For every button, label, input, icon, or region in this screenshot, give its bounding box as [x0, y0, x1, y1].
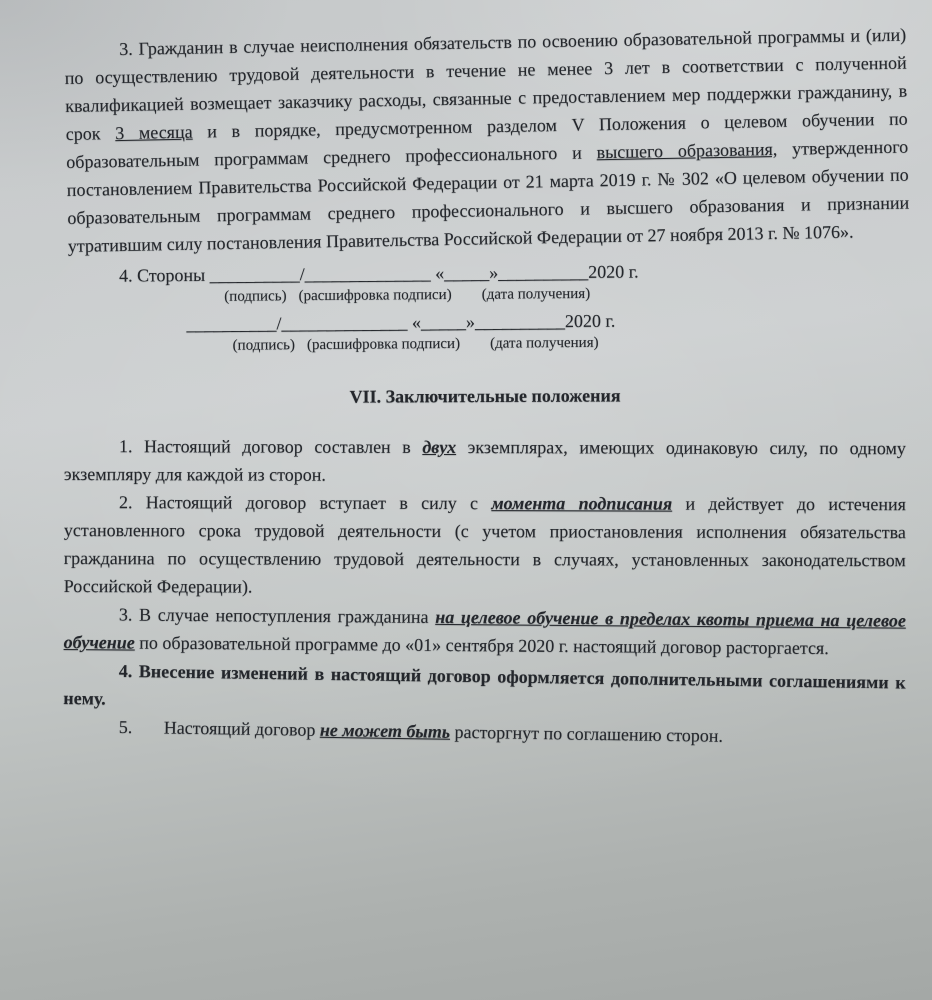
clause-3-compensation [64, 21, 910, 260]
text-run: двух [422, 436, 457, 458]
signature-label: (дата получения) [489, 334, 599, 352]
final-clause-3 [64, 600, 906, 663]
signature-row [64, 305, 906, 356]
section-vii-heading: VII. Заключительные положения [349, 385, 621, 407]
text-run: 1. Настоящий договор составлен в [118, 436, 423, 457]
text-run: момента подписания [491, 493, 673, 514]
document-sections [63, 24, 910, 746]
signature-label: (дата получения) [481, 285, 591, 303]
text-run: высшего образования, [596, 138, 778, 163]
final-clause-2 [64, 488, 906, 602]
signature-row [64, 256, 906, 307]
text-run: на целевое обучение в пределах квоты приема на целевое обучение [63, 606, 906, 653]
signature-label: (расшифровка подписи) [298, 286, 452, 305]
text-run: по образовательной программе до «01» сентября 2020 г. настоящий договор расторгается. [134, 632, 829, 659]
text-run: и действует до истечения установленного срока трудовой деятельности (с учетом приостановления исполнения обязательства гражданина по осуществлению трудовой деятельности в случаях, установленных законодательством Российской Федерации). [63, 493, 906, 597]
text-run: 3. В случае непоступления гражданина [118, 604, 436, 627]
text-run: 3. Гражданин в случае неисполнения обязательств по освоению образовательной программы и (или) по осуществлению трудовой деятельности в течение не менее 3 лет в соответствии с полученной квалификацией возмещает заказчику расходы, связанные с предоставлением мер поддержки гражданину, в срок [64, 24, 908, 144]
signature-label: (подпись) [224, 288, 287, 305]
signature-blank-line: __________/______________ «_____»__________2020 г. [186, 310, 616, 335]
text-run: утвержденного постановлением Правительства Российской Федерации от 21 марта 2019 г. № 302 «О целевом обучении по образовательным программам среднего профессионального и высшего образования и признании утратившим силу постановления Правительства Российской Федерации от 27 ноября 2013 г. № 1076». [66, 136, 910, 256]
text-run: и в порядке, предусмотренном разделом V Положения о целевом обучении по образовательным программам среднего профессионального и [66, 108, 908, 172]
text-run: 2. Настоящий договор вступает в силу с [118, 492, 492, 514]
text-run: расторгнут по соглашению сторон. [449, 721, 724, 746]
text-run: 4. Внесение изменений в настоящий договор оформляется дополнительными соглашениями к нему. [63, 660, 906, 709]
final-clause-1 [64, 432, 906, 490]
text-run: 3 месяца [115, 121, 193, 144]
signature-blank-line: 4. Стороны __________/______________ «_____»__________2020 г. [119, 261, 639, 286]
signature-label: (расшифровка подписи) [306, 335, 461, 354]
signature-label: (подпись) [232, 337, 295, 354]
text-run: не может быть [319, 719, 451, 742]
text-run: 5. Настоящий договор [118, 716, 321, 740]
text-run: экземплярах, имеющих одинаковую силу, по одному экземпляру для каждой из сторон. [63, 437, 906, 485]
clause-4-signatures [64, 256, 907, 356]
